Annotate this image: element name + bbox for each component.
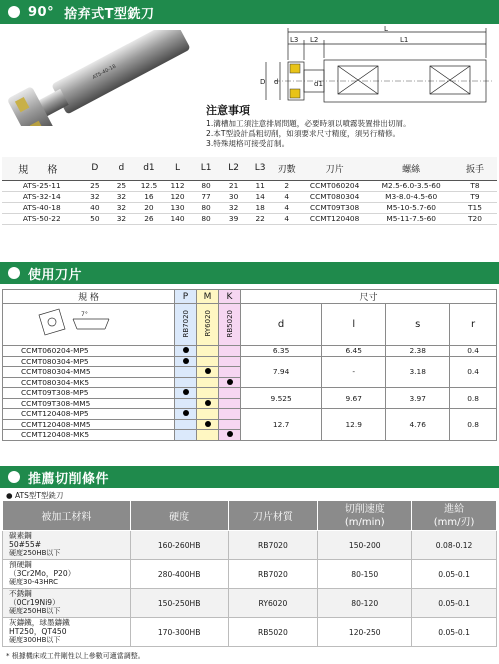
material-line: 硬度30-43HRC xyxy=(9,578,59,587)
dim-value: 0.8 xyxy=(450,409,497,441)
grade-mark-p xyxy=(175,430,197,441)
spec-cell: 21 xyxy=(220,180,247,191)
svg-text:L: L xyxy=(384,26,388,33)
grade-mark-m xyxy=(197,419,219,430)
material-line: 預硬鋼 xyxy=(9,560,32,570)
material-line: 50#55# xyxy=(9,539,42,549)
grade-mark-m xyxy=(197,409,219,420)
col-header: 刃數 xyxy=(273,157,300,180)
spec-cell: 4 xyxy=(273,202,300,213)
bullet-icon xyxy=(183,347,189,353)
dim-label: r xyxy=(450,304,497,346)
spec-cell: 32 xyxy=(108,213,135,224)
dim-value: 6.35 xyxy=(241,346,322,357)
note-line: 2.本T型設計爲粗切削，如須要求尺寸精度，須另行精修。 xyxy=(206,129,401,138)
spec-cell: 50 xyxy=(82,213,109,224)
spec-cell: 30 xyxy=(220,191,247,202)
svg-text:L3: L3 xyxy=(290,36,299,44)
dim-value: 3.97 xyxy=(386,388,450,409)
grade-mark-m xyxy=(197,398,219,409)
technical-drawing xyxy=(204,26,496,110)
material-cell xyxy=(3,618,131,647)
grade-mark-m xyxy=(197,388,219,399)
dim-value: 0.4 xyxy=(450,346,497,357)
bullet-icon xyxy=(227,379,233,385)
grade-mark-k xyxy=(219,356,241,367)
spec-cell: ATS-32-14 xyxy=(2,191,82,202)
dim-value: 7.94 xyxy=(241,356,322,388)
grade-mark-m xyxy=(197,377,219,388)
spec-cell: 12.5 xyxy=(135,180,164,191)
col-header: L1 xyxy=(192,157,221,180)
spec-cell: 25 xyxy=(108,180,135,191)
dim-value: 3.18 xyxy=(386,356,450,388)
insert-header-row xyxy=(3,290,497,304)
spec-cell: CCMT080304 xyxy=(300,191,369,202)
col-header: d xyxy=(108,157,135,180)
spec-cell: 14 xyxy=(247,191,274,202)
grade-mark-p xyxy=(175,419,197,430)
note-line: 1.溝槽加工須注意排屑問題，必要時須以噴霧裝置排出切屑。 xyxy=(206,119,411,128)
notes-title: 注意事項 xyxy=(206,104,250,117)
insert-name: CCMT080304-MM5 xyxy=(3,367,175,378)
notes-block xyxy=(206,102,496,149)
material-cell xyxy=(3,560,131,589)
bullet-icon xyxy=(205,421,211,427)
grade-mark-m xyxy=(197,356,219,367)
insert-row xyxy=(3,356,497,367)
grade-mark-p xyxy=(175,377,197,388)
insert-diagram xyxy=(29,305,149,343)
spec-cell: 20 xyxy=(135,202,164,213)
insert-name: CCMT09T308-MM5 xyxy=(3,398,175,409)
col-header: L3 xyxy=(247,157,274,180)
spec-cell: 130 xyxy=(163,202,192,213)
insert-name: CCMT09T308-MP5 xyxy=(3,388,175,399)
grade-mark-k xyxy=(219,430,241,441)
grade-k: RB5020 xyxy=(219,304,241,346)
insert-row xyxy=(3,409,497,420)
col-header: L2 xyxy=(220,157,247,180)
col-header: 規 格 xyxy=(2,157,82,180)
spec-cell: 11 xyxy=(247,180,274,191)
spec-row xyxy=(2,213,497,224)
spec-cell: 22 xyxy=(247,213,274,224)
title-banner xyxy=(0,0,499,24)
grade-mark-p xyxy=(175,356,197,367)
insert-name: CCMT120408-MK5 xyxy=(3,430,175,441)
col-header: 螺絲 xyxy=(369,157,453,180)
grade-mark-k xyxy=(219,346,241,357)
grade-mark-m xyxy=(197,367,219,378)
material-line: HT250，QT450 xyxy=(9,626,67,636)
grade-m: RY6020 xyxy=(197,304,219,346)
col-header: 被加工材料 xyxy=(3,501,131,531)
insert-table xyxy=(2,289,497,441)
svg-text:D: D xyxy=(260,78,266,86)
grade-mark-m xyxy=(197,430,219,441)
cutting-header-row xyxy=(3,501,497,531)
insert-name: CCMT060204-MP5 xyxy=(3,346,175,357)
footnote: * 根據機床或工件剛性以上參數可適當調整。 xyxy=(6,652,145,660)
grade-mark-k xyxy=(219,377,241,388)
bullet-icon xyxy=(183,389,189,395)
col-header: 進給 (mm/刃) xyxy=(412,501,497,531)
feed-cell: 0.08-0.12 xyxy=(412,531,497,560)
dim-label: l xyxy=(322,304,386,346)
spec-cell: 4 xyxy=(273,213,300,224)
svg-text:d: d xyxy=(274,78,279,86)
spec-cell: M2.5-6.0-3.5-60 xyxy=(369,180,453,191)
spec-cell: 80 xyxy=(192,213,221,224)
col-header: L xyxy=(163,157,192,180)
spec-cell: T20 xyxy=(453,213,497,224)
grade-mark-p xyxy=(175,367,197,378)
grade-mark-k xyxy=(219,367,241,378)
spec-cell: 140 xyxy=(163,213,192,224)
spec-cell: T9 xyxy=(453,191,497,202)
spec-cell: M5-11-7.5-60 xyxy=(369,213,453,224)
col-header: 規 格 xyxy=(3,290,175,304)
material-line: 硬度250HB以下 xyxy=(9,607,61,616)
group-k: K xyxy=(219,290,241,304)
insert-name: CCMT120408-MP5 xyxy=(3,409,175,420)
bullet-icon xyxy=(227,431,233,437)
grade-mark-k xyxy=(219,419,241,430)
hardness-cell: 280-400HB xyxy=(130,560,228,589)
spec-row xyxy=(2,191,497,202)
spec-header-row xyxy=(2,157,497,180)
spec-cell: ATS-40-18 xyxy=(2,202,82,213)
group-p: P xyxy=(175,290,197,304)
spec-cell: CCMT120408 xyxy=(300,213,369,224)
speed-cell: 150-200 xyxy=(318,531,412,560)
insert-name: CCMT080304-MK5 xyxy=(3,377,175,388)
dim-value: 0.4 xyxy=(450,356,497,388)
cutting-table xyxy=(2,500,497,647)
spec-cell: 4 xyxy=(273,191,300,202)
feed-cell: 0.05-0.1 xyxy=(412,589,497,618)
cutting-row xyxy=(3,531,497,560)
speed-cell: 120-250 xyxy=(318,618,412,647)
col-header: d1 xyxy=(135,157,164,180)
spec-cell: CCMT09T308 xyxy=(300,202,369,213)
bullet-icon xyxy=(8,267,20,279)
speed-cell: 80-150 xyxy=(318,560,412,589)
hardness-cell: 160-260HB xyxy=(130,531,228,560)
grade-cell: RB7020 xyxy=(228,531,318,560)
tool-photo xyxy=(4,30,200,126)
material-line: （0Cr19Ni9） xyxy=(9,597,60,607)
spec-cell: 32 xyxy=(82,191,109,202)
grade-mark-p xyxy=(175,398,197,409)
spec-cell: T8 xyxy=(453,180,497,191)
grade-mark-p xyxy=(175,388,197,399)
grade-mark-k xyxy=(219,398,241,409)
spec-cell: 80 xyxy=(192,202,221,213)
svg-text:ATS-40-18: ATS-40-18 xyxy=(91,63,118,81)
col-header: D xyxy=(82,157,109,180)
spec-cell: M3-8.0-4.5-60 xyxy=(369,191,453,202)
grade-mark-k xyxy=(219,388,241,399)
feed-cell: 0.05-0.1 xyxy=(412,618,497,647)
material-line: 灰鑄鐵，球墨鑄鐵 xyxy=(9,618,70,628)
dim-value: 4.76 xyxy=(386,409,450,441)
section-title: 推薦切削條件 xyxy=(28,471,110,487)
angle-label: 90° xyxy=(28,4,55,20)
material-line: 硬度300HB以下 xyxy=(9,636,61,645)
col-header: 硬度 xyxy=(130,501,228,531)
dim-label: s xyxy=(386,304,450,346)
spec-cell: 80 xyxy=(192,180,221,191)
cutting-caption: ● ATS型T型銑刀 xyxy=(6,491,64,500)
grade-cell: RB7020 xyxy=(228,560,318,589)
section-title: 使用刀片 xyxy=(28,267,83,283)
bullet-icon xyxy=(205,400,211,406)
bullet-icon xyxy=(183,410,189,416)
spec-row xyxy=(2,202,497,213)
dims-header: 尺寸 xyxy=(241,290,497,304)
material-line: 硬度250HB以下 xyxy=(9,549,61,558)
dim-value: 9.67 xyxy=(322,388,386,409)
speed-cell: 80-120 xyxy=(318,589,412,618)
dim-value: 9.525 xyxy=(241,388,322,409)
cutting-row xyxy=(3,589,497,618)
grade-mark-p xyxy=(175,346,197,357)
dim-value: 12.9 xyxy=(322,409,386,441)
spec-cell: 32 xyxy=(108,202,135,213)
material-line: （3Cr2Mo，P20） xyxy=(9,568,76,578)
material-line: 碳素鋼 xyxy=(9,531,32,541)
spec-cell: 40 xyxy=(82,202,109,213)
spec-cell: 32 xyxy=(108,191,135,202)
bullet-icon xyxy=(8,6,20,18)
spec-cell: 32 xyxy=(220,202,247,213)
dim-value: 12.7 xyxy=(241,409,322,441)
insert-name: CCMT080304-MP5 xyxy=(3,356,175,367)
feed-cell: 0.05-0.1 xyxy=(412,560,497,589)
grade-cell: RB5020 xyxy=(228,618,318,647)
grade-mark-m xyxy=(197,346,219,357)
spec-cell: 2 xyxy=(273,180,300,191)
dim-label: d xyxy=(241,304,322,346)
bullet-icon xyxy=(205,368,211,374)
spec-cell: 112 xyxy=(163,180,192,191)
dim-value: 2.38 xyxy=(386,346,450,357)
material-cell xyxy=(3,531,131,560)
grade-mark-p xyxy=(175,409,197,420)
material-cell xyxy=(3,589,131,618)
spec-cell: 16 xyxy=(135,191,164,202)
grade-p: RB7020 xyxy=(175,304,197,346)
col-header: 刀片 xyxy=(300,157,369,180)
hardness-cell: 150-250HB xyxy=(130,589,228,618)
spec-cell: 120 xyxy=(163,191,192,202)
insert-subheader-row xyxy=(3,304,497,346)
svg-text:L2: L2 xyxy=(310,36,319,44)
insert-row xyxy=(3,346,497,357)
spec-cell: ATS-25-11 xyxy=(2,180,82,191)
note-line: 3.特殊規格可接受訂制。 xyxy=(206,139,290,148)
svg-text:L1: L1 xyxy=(400,36,409,44)
col-header: 扳手 xyxy=(453,157,497,180)
spec-cell: 25 xyxy=(82,180,109,191)
grade-mark-k xyxy=(219,409,241,420)
insert-diagram-cell xyxy=(3,304,175,346)
col-header: 切削速度 (m/min) xyxy=(318,501,412,531)
spec-cell: CCMT060204 xyxy=(300,180,369,191)
angle-label: 7° xyxy=(80,310,88,318)
page-title: 捨弃式T型銑刀 xyxy=(64,6,155,22)
inserts-banner xyxy=(0,262,499,284)
cutting-banner xyxy=(0,466,499,488)
spec-cell: 77 xyxy=(192,191,221,202)
bullet-icon xyxy=(183,358,189,364)
grade-cell: RY6020 xyxy=(228,589,318,618)
hardness-cell: 170-300HB xyxy=(130,618,228,647)
spec-cell: ATS-50-22 xyxy=(2,213,82,224)
cutting-row xyxy=(3,560,497,589)
spec-cell: 39 xyxy=(220,213,247,224)
dim-value: 0.8 xyxy=(450,388,497,409)
spec-table xyxy=(2,157,497,225)
spec-cell: T15 xyxy=(453,202,497,213)
col-header: 刀片材質 xyxy=(228,501,318,531)
bullet-icon xyxy=(8,471,20,483)
insert-row xyxy=(3,388,497,399)
spec-cell: 26 xyxy=(135,213,164,224)
dim-value: - xyxy=(322,356,386,388)
dim-value: 6.45 xyxy=(322,346,386,357)
spec-cell: 18 xyxy=(247,202,274,213)
spec-cell: M5-10-5.7-60 xyxy=(369,202,453,213)
group-m: M xyxy=(197,290,219,304)
insert-name: CCMT120408-MM5 xyxy=(3,419,175,430)
svg-text:d1: d1 xyxy=(314,80,323,88)
material-line: 不銹鋼 xyxy=(9,589,32,599)
cutting-row xyxy=(3,618,497,647)
spec-row xyxy=(2,180,497,191)
